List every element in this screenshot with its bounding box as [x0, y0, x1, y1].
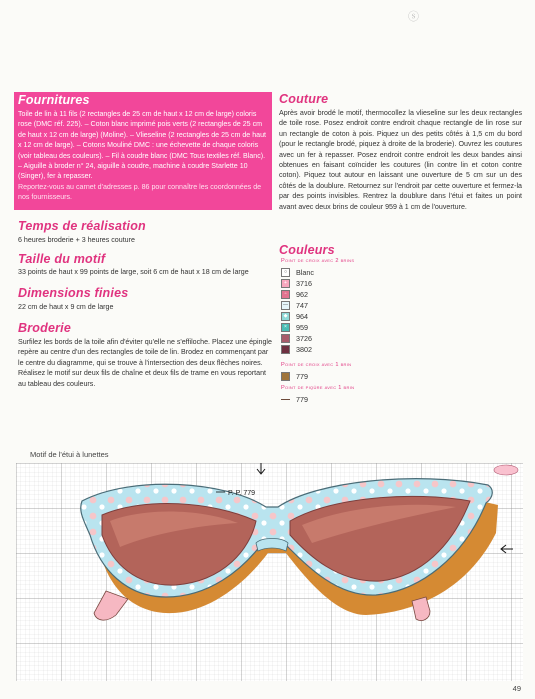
dimensions-text: 22 cm de haut x 9 cm de large	[18, 303, 114, 311]
legend-item	[281, 267, 314, 278]
fournitures-box	[14, 92, 272, 210]
broderie-text: Surfilez les bords de la toile afin d'éviter qu'elle ne s'effiloche. Placez une épingle repère au centre d'un des rectangles de toile de lin. Brodez en commençant par le centre du diagramme, qui se trouve à l'intersection des deux flèches noires. Réalisez le motif sur deux fils de chaîne et deux fils de trame en vous reportant au tableau des couleurs.	[18, 338, 272, 388]
stitch-line-swatch	[281, 399, 290, 400]
legend-code: 779	[296, 395, 308, 404]
annotation-pp779: P. P. 779	[228, 490, 255, 497]
color-swatch: —	[283, 302, 288, 308]
color-swatch: +	[281, 279, 290, 288]
legend-header-piqure: Point de piqûre avec 1 brin	[281, 385, 355, 391]
legend-code: 747	[296, 301, 308, 310]
legend-code: 3716	[296, 279, 312, 288]
legend-code: 959	[296, 323, 308, 332]
broderie-title: Broderie	[18, 321, 72, 335]
legend-item	[281, 344, 312, 355]
color-swatch: ○	[281, 268, 290, 277]
color-swatch	[281, 334, 290, 343]
legend-item	[281, 278, 312, 289]
legend-code: 779	[296, 372, 308, 381]
color-swatch	[281, 372, 290, 381]
couture-title: Couture	[279, 92, 329, 106]
chart-title: Motif de l'étui à lunettes	[30, 450, 109, 459]
color-swatch: ×	[281, 323, 290, 332]
legend-code: 962	[296, 290, 308, 299]
legend-code: 3726	[296, 334, 312, 343]
legend-code: Blanc	[296, 268, 314, 277]
cross-stitch-diagram	[16, 463, 523, 681]
couleurs-title: Couleurs	[279, 243, 335, 257]
legend-item	[281, 311, 308, 322]
color-swatch: ◆	[281, 312, 290, 321]
fournitures-text	[18, 109, 268, 203]
color-swatch	[281, 345, 290, 354]
legend-code: 3802	[296, 345, 312, 354]
dimensions-title: Dimensions finies	[18, 286, 129, 300]
fournitures-order-note: Reportez-vous au carnet d'adresses p. 86 pour connaître les coordonnées de nos fournisseurs.	[18, 182, 262, 202]
legend-item	[281, 300, 308, 311]
legend-header-croix2: Point de croix avec 2 brins	[281, 258, 355, 264]
temps-title: Temps de réalisation	[18, 219, 146, 233]
fournitures-list: Toile de lin à 11 fils (2 rectangles de 25 cm de haut x 12 cm de large) coloris rose (DMC réf. 225). – Coton blanc imprimé pois verts (2 rectangles de 25 cm de haut x 12 cm de large) (Moline). – Vlieseline (2 rectangles de 25 cm de haut x 12 cm de large). – Cotons Mouliné DMC : une échevette de chaque coloris (voir tableau des couleurs). – Fil à coudre blanc (DMC Tous textiles réf. Blanc). – Aiguille à broder n° 24, aiguille à coudre, machine à coudre Starlette 10 (Singer), fer à repasser.	[18, 110, 267, 181]
color-swatch: ▫	[281, 290, 290, 299]
legend-item	[281, 333, 312, 344]
page-number: 49	[512, 684, 521, 693]
legend-code: 964	[296, 312, 308, 321]
taille-text: 33 points de haut x 99 points de large, soit 6 cm de haut x 18 cm de large	[18, 268, 249, 276]
decorative-hat-icon	[494, 465, 518, 475]
diagram-svg	[16, 463, 523, 681]
fournitures-title: Fournitures	[18, 93, 90, 107]
corner-ornament: ⓢ	[408, 11, 419, 23]
legend-header-croix1: Point de croix avec 1 brin	[281, 362, 352, 368]
legend-item	[281, 322, 308, 333]
legend-item	[281, 394, 308, 405]
legend-item	[281, 371, 308, 382]
taille-title: Taille du motif	[18, 252, 106, 266]
temps-text: 6 heures broderie + 3 heures couture	[18, 236, 135, 244]
couture-text: Après avoir brodé le motif, thermocollez la vlieseline sur les deux rectangles de toile rose. Posez endroit contre endroit chaque rectangle de lin rose sur un rectangle de coton à pois. Piquez un des petits côtés à 1,5 cm du bord (pour le rectangle brodé, piquez à droite de la broderie). Ouvrez les coutures avec un fer à repasser. Posez endroit contre endroit les deux bandes ainsi obtenues en faisant coïncider les coutures (lin contre lin et coton contre coton). Piquez tout autour en laissant une ouverture de 5 cm sur un des côtés de la doublure. Retournez sur l'endroit par cette ouverture et fermez-la par des points invisibles. Rentrez la doublure dans l'étui et faites un point avant avec deux brins de couleur 959 à 1 cm de l'ouverture.	[279, 109, 522, 211]
legend-item	[281, 289, 308, 300]
